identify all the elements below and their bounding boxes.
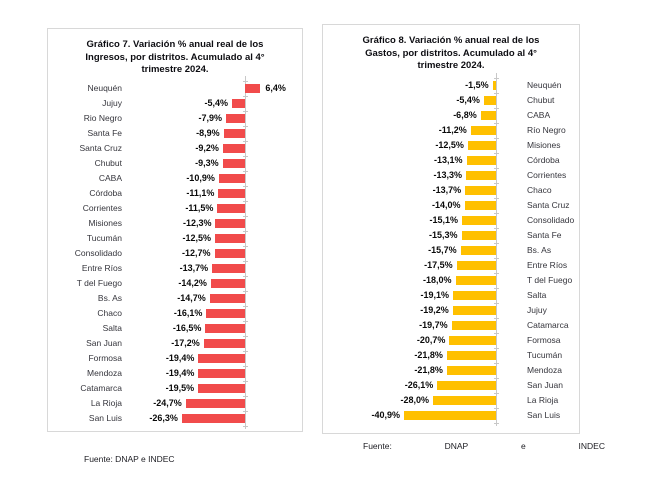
- bar: [457, 261, 496, 270]
- bar: [468, 141, 496, 150]
- category-label: La Rioja: [527, 395, 559, 405]
- category-label: Entre Ríos: [527, 260, 568, 270]
- bar: [211, 279, 245, 288]
- value-label: -24,7%: [153, 398, 182, 408]
- value-label: -10,9%: [186, 173, 215, 183]
- value-label: -6,8%: [453, 110, 477, 120]
- bar: [447, 366, 496, 375]
- value-label: -13,7%: [179, 263, 209, 273]
- category-label: Neuquén: [87, 83, 122, 93]
- value-label: -21,8%: [414, 365, 443, 375]
- chart-row: [48, 216, 302, 231]
- value-label: -16,1%: [173, 308, 203, 318]
- chart-row: [323, 393, 579, 408]
- value-label: -26,1%: [404, 380, 434, 390]
- value-label: -19,5%: [165, 383, 195, 393]
- bar: [462, 216, 496, 225]
- category-label: Jujuy: [102, 98, 122, 108]
- category-label: Salta: [527, 290, 547, 300]
- chart-row: [323, 378, 579, 393]
- chart-row: [323, 303, 579, 318]
- category-label: Chaco: [527, 185, 552, 195]
- value-label: -28,0%: [400, 395, 429, 405]
- category-label: CABA: [527, 110, 551, 120]
- source-token: Fuente:: [363, 441, 392, 451]
- chart-row: [48, 81, 302, 96]
- source-note-ingresos: Fuente: DNAP e INDEC: [84, 454, 175, 464]
- category-label: Catamarca: [80, 383, 122, 393]
- bar: [212, 264, 245, 273]
- value-label: -1,5%: [465, 80, 489, 90]
- chart-row: [48, 201, 302, 216]
- chart-row: [48, 306, 302, 321]
- bar: [217, 204, 245, 213]
- bar: [452, 321, 496, 330]
- value-label: -14,2%: [178, 278, 207, 288]
- bar: [466, 171, 496, 180]
- bar: [465, 201, 497, 210]
- bar: [456, 276, 497, 285]
- bar: [484, 96, 496, 105]
- bar: [453, 291, 496, 300]
- category-label: T del Fuego: [76, 278, 122, 288]
- value-label: -14,7%: [177, 293, 206, 303]
- category-label: Tucumán: [86, 233, 122, 243]
- category-label: San Luis: [88, 413, 122, 423]
- value-label: -12,5%: [435, 140, 464, 150]
- category-label: Santa Fe: [527, 230, 562, 240]
- value-label: -9,3%: [195, 158, 219, 168]
- value-label: -16,5%: [172, 323, 202, 333]
- value-label: -15,7%: [428, 245, 457, 255]
- chart-row: [48, 126, 302, 141]
- category-label: Formosa: [527, 335, 561, 345]
- value-label: -19,7%: [419, 320, 448, 330]
- category-label: La Rioja: [90, 398, 122, 408]
- chart-title: [323, 35, 579, 73]
- chart-row: [323, 93, 579, 108]
- value-label: -7,9%: [198, 113, 223, 123]
- value-label: -19,2%: [420, 305, 449, 315]
- value-label: 6,4%: [265, 83, 286, 93]
- category-label: Río Negro: [527, 125, 566, 135]
- category-label: Bs. As: [97, 293, 122, 303]
- category-label: Jujuy: [527, 305, 547, 315]
- chart-title-line: trimestre 2024.: [141, 64, 209, 76]
- chart-row: [323, 213, 579, 228]
- chart-row: [48, 291, 302, 306]
- value-label: -5,4%: [204, 98, 229, 108]
- category-label: Santa Cruz: [79, 143, 122, 153]
- bar: [481, 111, 496, 120]
- chart-row: [323, 138, 579, 153]
- category-label: Mendoza: [527, 365, 562, 375]
- chart-row: [323, 108, 579, 123]
- chart-row: [48, 276, 302, 291]
- chart-row: [323, 198, 579, 213]
- category-label: Bs. As: [527, 245, 552, 255]
- chart-row: [48, 321, 302, 336]
- bar: [215, 219, 245, 228]
- source-note-gastos: [363, 441, 605, 451]
- chart-row: [48, 171, 302, 186]
- category-label: San Juan: [527, 380, 563, 390]
- chart-row: [48, 96, 302, 111]
- value-label: -21,8%: [414, 350, 443, 360]
- chart-row: [323, 333, 579, 348]
- value-label: -15,3%: [429, 230, 458, 240]
- category-label: Santa Cruz: [527, 200, 570, 210]
- category-label: Salta: [102, 323, 122, 333]
- category-label: CABA: [98, 173, 122, 183]
- chart-title-line: trimestre 2024.: [417, 60, 485, 72]
- value-label: -9,2%: [195, 143, 219, 153]
- chart-row: [323, 183, 579, 198]
- chart-row: [323, 168, 579, 183]
- value-label: -13,3%: [433, 170, 463, 180]
- source-token: e: [521, 441, 526, 451]
- category-label: San Luis: [527, 410, 561, 420]
- chart-row: [48, 141, 302, 156]
- chart-row: [323, 153, 579, 168]
- chart-title-line: Gráfico 7. Variación % anual real de los: [86, 39, 264, 50]
- category-label: Misiones: [527, 140, 561, 150]
- value-label: -40,9%: [371, 410, 400, 420]
- category-label: San Juan: [86, 338, 122, 348]
- source-token: DNAP: [444, 441, 469, 451]
- category-label: Córdoba: [89, 188, 122, 198]
- plot-area: [48, 81, 302, 426]
- chart-ingresos: [47, 28, 303, 432]
- bar: [218, 189, 245, 198]
- bar: [245, 84, 260, 93]
- category-label: Consolidado: [527, 215, 575, 225]
- category-label: Chubut: [94, 158, 122, 168]
- bar: [206, 309, 245, 318]
- category-label: Córdoba: [527, 155, 560, 165]
- bar: [493, 81, 496, 90]
- value-label: -11,5%: [185, 203, 214, 213]
- value-label: -15,1%: [429, 215, 459, 225]
- chart-row: [323, 288, 579, 303]
- value-label: -19,4%: [165, 368, 195, 378]
- category-label: Neuquén: [527, 80, 562, 90]
- chart-row: [323, 228, 579, 243]
- chart-row: [48, 366, 302, 381]
- category-label: Corrientes: [527, 170, 567, 180]
- value-label: -8,9%: [196, 128, 220, 138]
- bar: [437, 381, 496, 390]
- category-label: Rio Negro: [83, 113, 122, 123]
- value-label: -12,7%: [182, 248, 211, 258]
- bar: [205, 324, 245, 333]
- chart-row: [48, 186, 302, 201]
- chart-title-line: Gráfico 8. Variación % anual real de los: [362, 35, 540, 46]
- chart-row: [323, 243, 579, 258]
- chart-row: [323, 78, 579, 93]
- chart-row: [48, 231, 302, 246]
- source-token: INDEC: [578, 441, 605, 451]
- category-label: Corrientes: [82, 203, 122, 213]
- category-label: Mendoza: [87, 368, 122, 378]
- chart-row: [48, 396, 302, 411]
- bar: [198, 384, 245, 393]
- chart-row: [48, 336, 302, 351]
- value-label: -17,5%: [424, 260, 453, 270]
- category-label: Formosa: [88, 353, 122, 363]
- value-label: -26,3%: [149, 413, 178, 423]
- chart-title: [48, 39, 302, 77]
- category-label: Misiones: [88, 218, 122, 228]
- bar: [223, 159, 245, 168]
- value-label: -20,7%: [416, 335, 446, 345]
- category-label: Chaco: [97, 308, 122, 318]
- chart-title-line: Gastos, por distritos. Acumulado al 4°: [365, 47, 537, 59]
- category-label: Tucumán: [527, 350, 563, 360]
- value-label: -12,3%: [182, 218, 212, 228]
- bar: [224, 129, 245, 138]
- chart-row: [323, 258, 579, 273]
- category-label: Consolidado: [74, 248, 122, 258]
- category-label: Santa Fe: [87, 128, 122, 138]
- bar: [447, 351, 496, 360]
- bar: [226, 114, 245, 123]
- chart-row: [48, 111, 302, 126]
- chart-row: [48, 261, 302, 276]
- chart-row: [48, 246, 302, 261]
- chart-row: [323, 318, 579, 333]
- value-label: -13,1%: [434, 155, 463, 165]
- bar: [186, 399, 245, 408]
- chart-title-line: Ingresos, por distritos. Acumulado al 4°: [85, 51, 265, 63]
- chart-row: [323, 273, 579, 288]
- value-label: -13,7%: [432, 185, 462, 195]
- bar: [232, 99, 245, 108]
- bar: [223, 144, 245, 153]
- value-label: -11,2%: [438, 125, 467, 135]
- chart-row: [48, 411, 302, 426]
- category-label: Chubut: [527, 95, 555, 105]
- bar: [461, 246, 496, 255]
- value-label: -19,1%: [420, 290, 450, 300]
- value-label: -19,4%: [165, 353, 195, 363]
- chart-row: [323, 363, 579, 378]
- bar: [471, 126, 496, 135]
- category-label: T del Fuego: [527, 275, 573, 285]
- bar: [453, 306, 496, 315]
- bar: [467, 156, 496, 165]
- bar: [182, 414, 245, 423]
- bar: [465, 186, 496, 195]
- category-label: Entre Ríos: [81, 263, 122, 273]
- chart-row: [323, 348, 579, 363]
- bar: [198, 369, 245, 378]
- value-label: -18,0%: [422, 275, 452, 285]
- value-label: -5,4%: [456, 95, 480, 105]
- chart-row: [323, 123, 579, 138]
- chart-row: [48, 381, 302, 396]
- bar: [404, 411, 496, 420]
- bar: [449, 336, 496, 345]
- bar: [462, 231, 496, 240]
- value-label: -17,2%: [171, 338, 200, 348]
- chart-row: [323, 408, 579, 423]
- chart-row: [48, 156, 302, 171]
- chart-gastos: [322, 24, 580, 434]
- category-label: Catamarca: [527, 320, 569, 330]
- plot-area: [323, 78, 579, 423]
- value-label: -11,1%: [186, 188, 215, 198]
- value-label: -12,5%: [182, 233, 211, 243]
- bar: [215, 249, 245, 258]
- chart-row: [48, 351, 302, 366]
- bar: [433, 396, 496, 405]
- bar: [210, 294, 245, 303]
- bar: [219, 174, 245, 183]
- bar: [204, 339, 245, 348]
- bar: [198, 354, 245, 363]
- bar: [215, 234, 245, 243]
- value-label: -14,0%: [431, 200, 461, 210]
